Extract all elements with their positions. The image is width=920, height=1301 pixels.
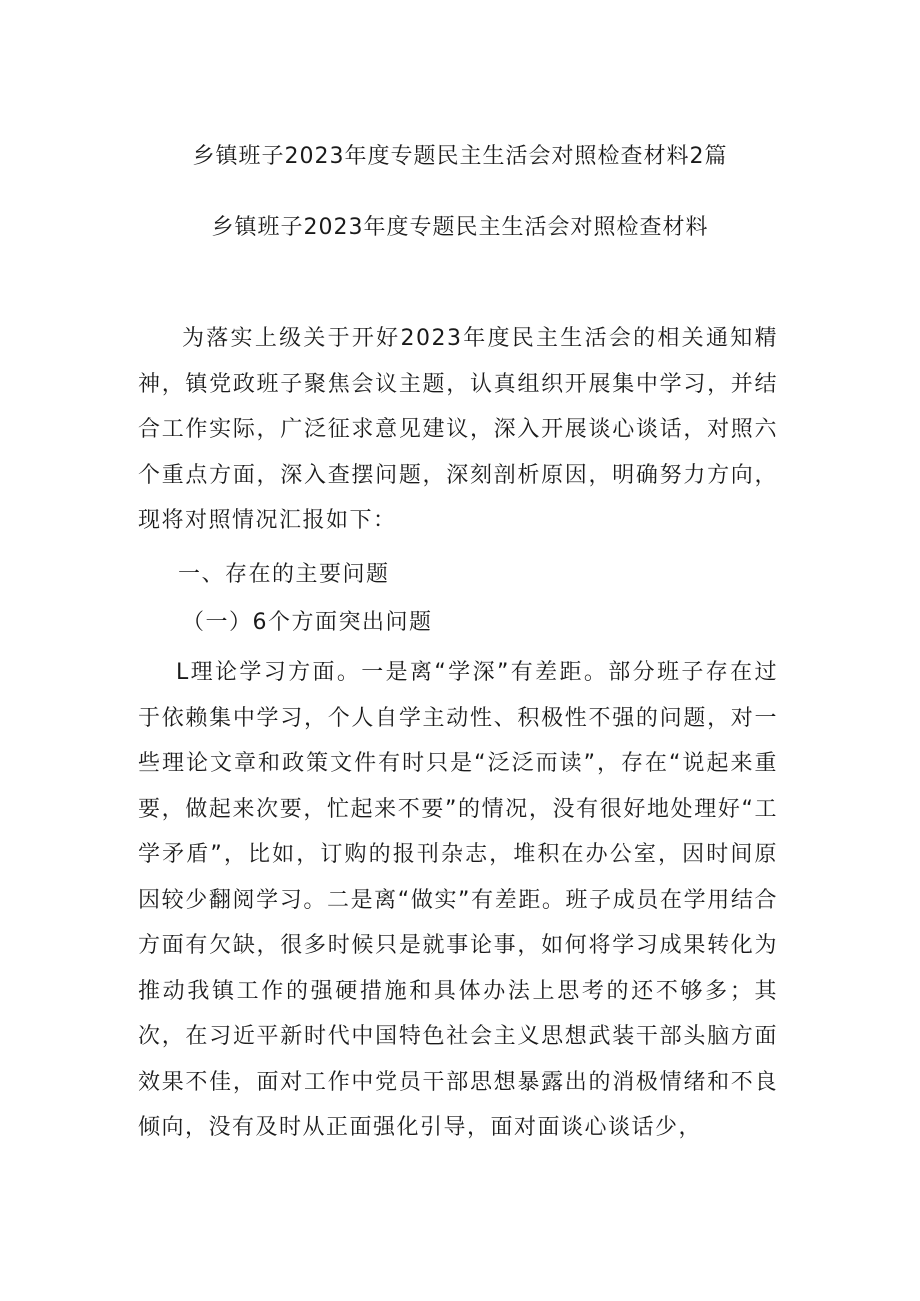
main-paragraph: L理论学习方面。一是离“学深”有差距。部分班子存在过于依赖集中学习，个人自学主动性、积极性不强的问题，对一些理论文章和政策文件有时只是“泛泛而读”，存在“说起来重要，做起来次要，忙起来不要”的情况，没有很好地处理好“工学矛盾”，比如，订购的报刊杂志，堆积在办公室，因时间原因较少翻阅学习。二是离“做实”有差距。班子成员在学用结合方面有欠缺，很多时候只是就事论事，如何将学习成果转化为推动我镇工作的强硬措施和具体办法上思考的还不够多；其次，在习近平新时代中国特色社会主义思想武装干部头脑方面效果不佳，面对工作中党员干部思想暴露出的消极情绪和不良倾向，没有及时从正面强化引导，面对面谈心谈话少， (138, 660, 778, 1140)
main-title: 乡镇班子2023年度专题民主生活会对照检查材料2篇 (192, 144, 728, 169)
subsection-heading: （一）6个方面突出问题 (182, 610, 433, 635)
section-heading: 一、存在的主要问题 (178, 562, 390, 587)
sub-title: 乡镇班子2023年度专题民主生活会对照检查材料 (211, 215, 709, 240)
intro-paragraph: 为落实上级关于开好2023年度民主生活会的相关通知精神，镇党政班子聚焦会议主题，认真组织开展集中学习，并结合工作实际，广泛征求意见建议，深入开展谈心谈话，对照六个重点方面，深入查摆问题，深刻剖析原因，明确努力方向，现将对照情况汇报如下： (138, 326, 778, 533)
